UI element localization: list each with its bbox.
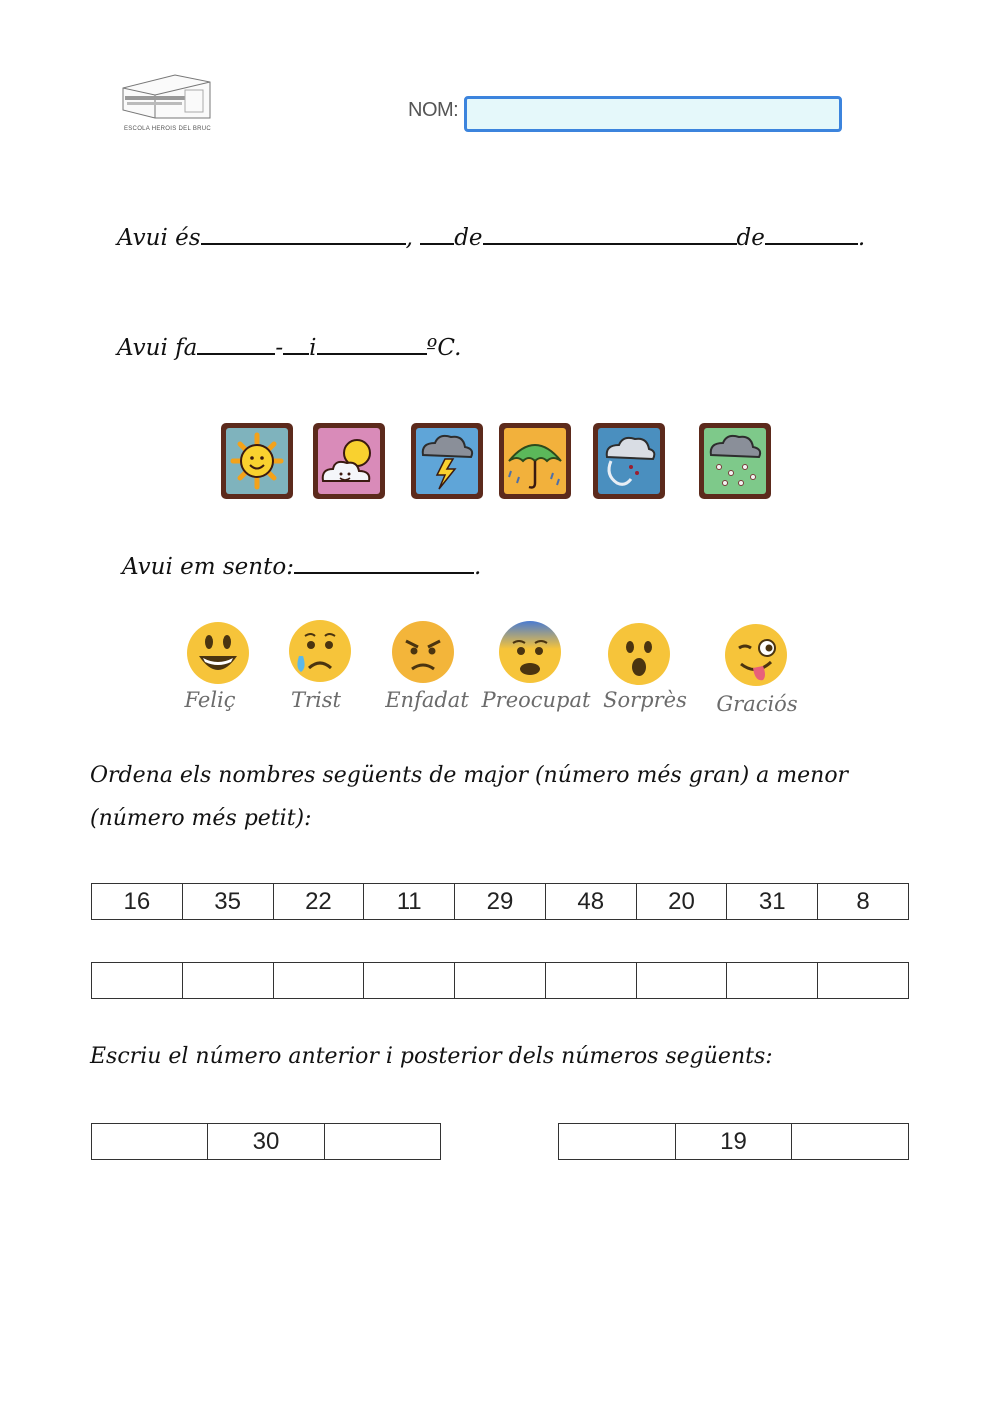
answer-cell[interactable] (636, 963, 727, 999)
numbers-table (91, 883, 909, 920)
next-number-input[interactable] (792, 1124, 908, 1159)
answer-cell[interactable] (818, 963, 909, 999)
emotion-label-funny: Graciós (716, 692, 798, 716)
neighbors-table-2 (558, 1123, 909, 1160)
table-row (559, 1124, 909, 1160)
answer-input[interactable] (92, 963, 182, 998)
answer-input[interactable] (455, 963, 545, 998)
school-name-caption: ESCOLA HEROIS DEL BRUC (123, 126, 212, 132)
date-prefix: Avui és (117, 225, 201, 251)
number-cell: 20 (636, 884, 727, 920)
temp-extra-blank[interactable] (283, 333, 309, 355)
answer-cell[interactable] (727, 963, 818, 999)
emotion-label-surprised: Sorprès (603, 688, 687, 712)
date-end: . (857, 225, 866, 251)
table-row (92, 884, 909, 920)
next-number-cell[interactable] (792, 1124, 909, 1160)
exercise1-instruction-line2: (número més petit): (90, 806, 312, 831)
emotion-label-angry: Enfadat (385, 688, 469, 712)
previous-number-input[interactable] (559, 1124, 675, 1159)
date-comma: , (405, 225, 413, 251)
date-de-2: de (736, 225, 765, 251)
storm-icon[interactable] (409, 421, 485, 501)
previous-number-cell[interactable] (92, 1124, 208, 1160)
number-cell: 48 (545, 884, 636, 920)
number-cell: 22 (273, 884, 364, 920)
previous-number-input[interactable] (92, 1124, 207, 1159)
number-cell: 35 (182, 884, 273, 920)
name-input[interactable] (464, 96, 842, 132)
sunny-icon[interactable] (219, 421, 295, 501)
feeling-blank[interactable] (294, 552, 474, 574)
answer-input[interactable] (364, 963, 454, 998)
name-label: NOM: (408, 99, 459, 121)
partly-cloudy-icon[interactable] (311, 421, 387, 501)
neighbors-table-1 (91, 1123, 441, 1160)
date-line (117, 223, 865, 251)
given-number-cell: 30 (208, 1124, 324, 1160)
answer-input[interactable] (727, 963, 817, 998)
number-cell: 31 (727, 884, 818, 920)
angry-face-icon[interactable] (390, 619, 456, 685)
happy-face-icon[interactable] (185, 620, 251, 686)
temp-unit: ºC. (426, 335, 462, 361)
answer-input[interactable] (183, 963, 273, 998)
feeling-end: . (473, 554, 482, 580)
answer-cell[interactable] (273, 963, 364, 999)
emotion-label-sad: Trist (291, 688, 341, 712)
answer-input[interactable] (818, 963, 908, 998)
table-row (92, 1124, 441, 1160)
number-cell: 11 (364, 884, 455, 920)
feeling-prefix: Avui em sento: (122, 554, 294, 580)
temp-prefix: Avui fa (117, 335, 198, 361)
sad-face-icon[interactable] (287, 618, 353, 684)
year-blank[interactable] (765, 223, 858, 245)
number-cell: 29 (455, 884, 546, 920)
answer-cell[interactable] (545, 963, 636, 999)
answer-input[interactable] (637, 963, 727, 998)
answer-cell[interactable] (182, 963, 273, 999)
worried-face-icon[interactable] (497, 619, 563, 685)
temp-min-blank[interactable] (197, 333, 275, 355)
number-cell: 8 (818, 884, 909, 920)
temp-dash: - (275, 335, 284, 361)
next-number-input[interactable] (325, 1124, 440, 1159)
answer-input[interactable] (546, 963, 636, 998)
number-cell: 16 (92, 884, 183, 920)
month-blank[interactable] (483, 223, 737, 245)
windy-rain-icon[interactable] (591, 421, 667, 501)
rain-umbrella-icon[interactable] (497, 421, 573, 501)
emotion-label-happy: Feliç (184, 688, 236, 712)
feeling-line (122, 552, 481, 580)
answer-cell[interactable] (364, 963, 455, 999)
day-blank[interactable] (420, 223, 454, 245)
answer-table (91, 962, 909, 999)
date-de-1: de (454, 225, 483, 251)
answer-input[interactable] (274, 963, 364, 998)
temp-max-blank[interactable] (317, 333, 427, 355)
surprised-face-icon[interactable] (606, 621, 672, 687)
answer-cell[interactable] (92, 963, 183, 999)
temp-i: i (309, 335, 317, 361)
next-number-cell[interactable] (324, 1124, 440, 1160)
previous-number-cell[interactable] (559, 1124, 676, 1160)
snow-cloud-icon[interactable] (697, 421, 773, 501)
exercise2-instruction: Escriu el número anterior i posterior dels números següents: (90, 1044, 773, 1069)
table-row (92, 963, 909, 999)
emotion-label-worried: Preocupat (481, 688, 591, 712)
temperature-line (117, 333, 461, 361)
funny-face-icon[interactable] (723, 622, 789, 688)
given-number-cell: 19 (675, 1124, 792, 1160)
weekday-blank[interactable] (201, 223, 406, 245)
answer-cell[interactable] (455, 963, 546, 999)
exercise1-instruction-line1: Ordena els nombres següents de major (número més gran) a menor (90, 763, 849, 788)
